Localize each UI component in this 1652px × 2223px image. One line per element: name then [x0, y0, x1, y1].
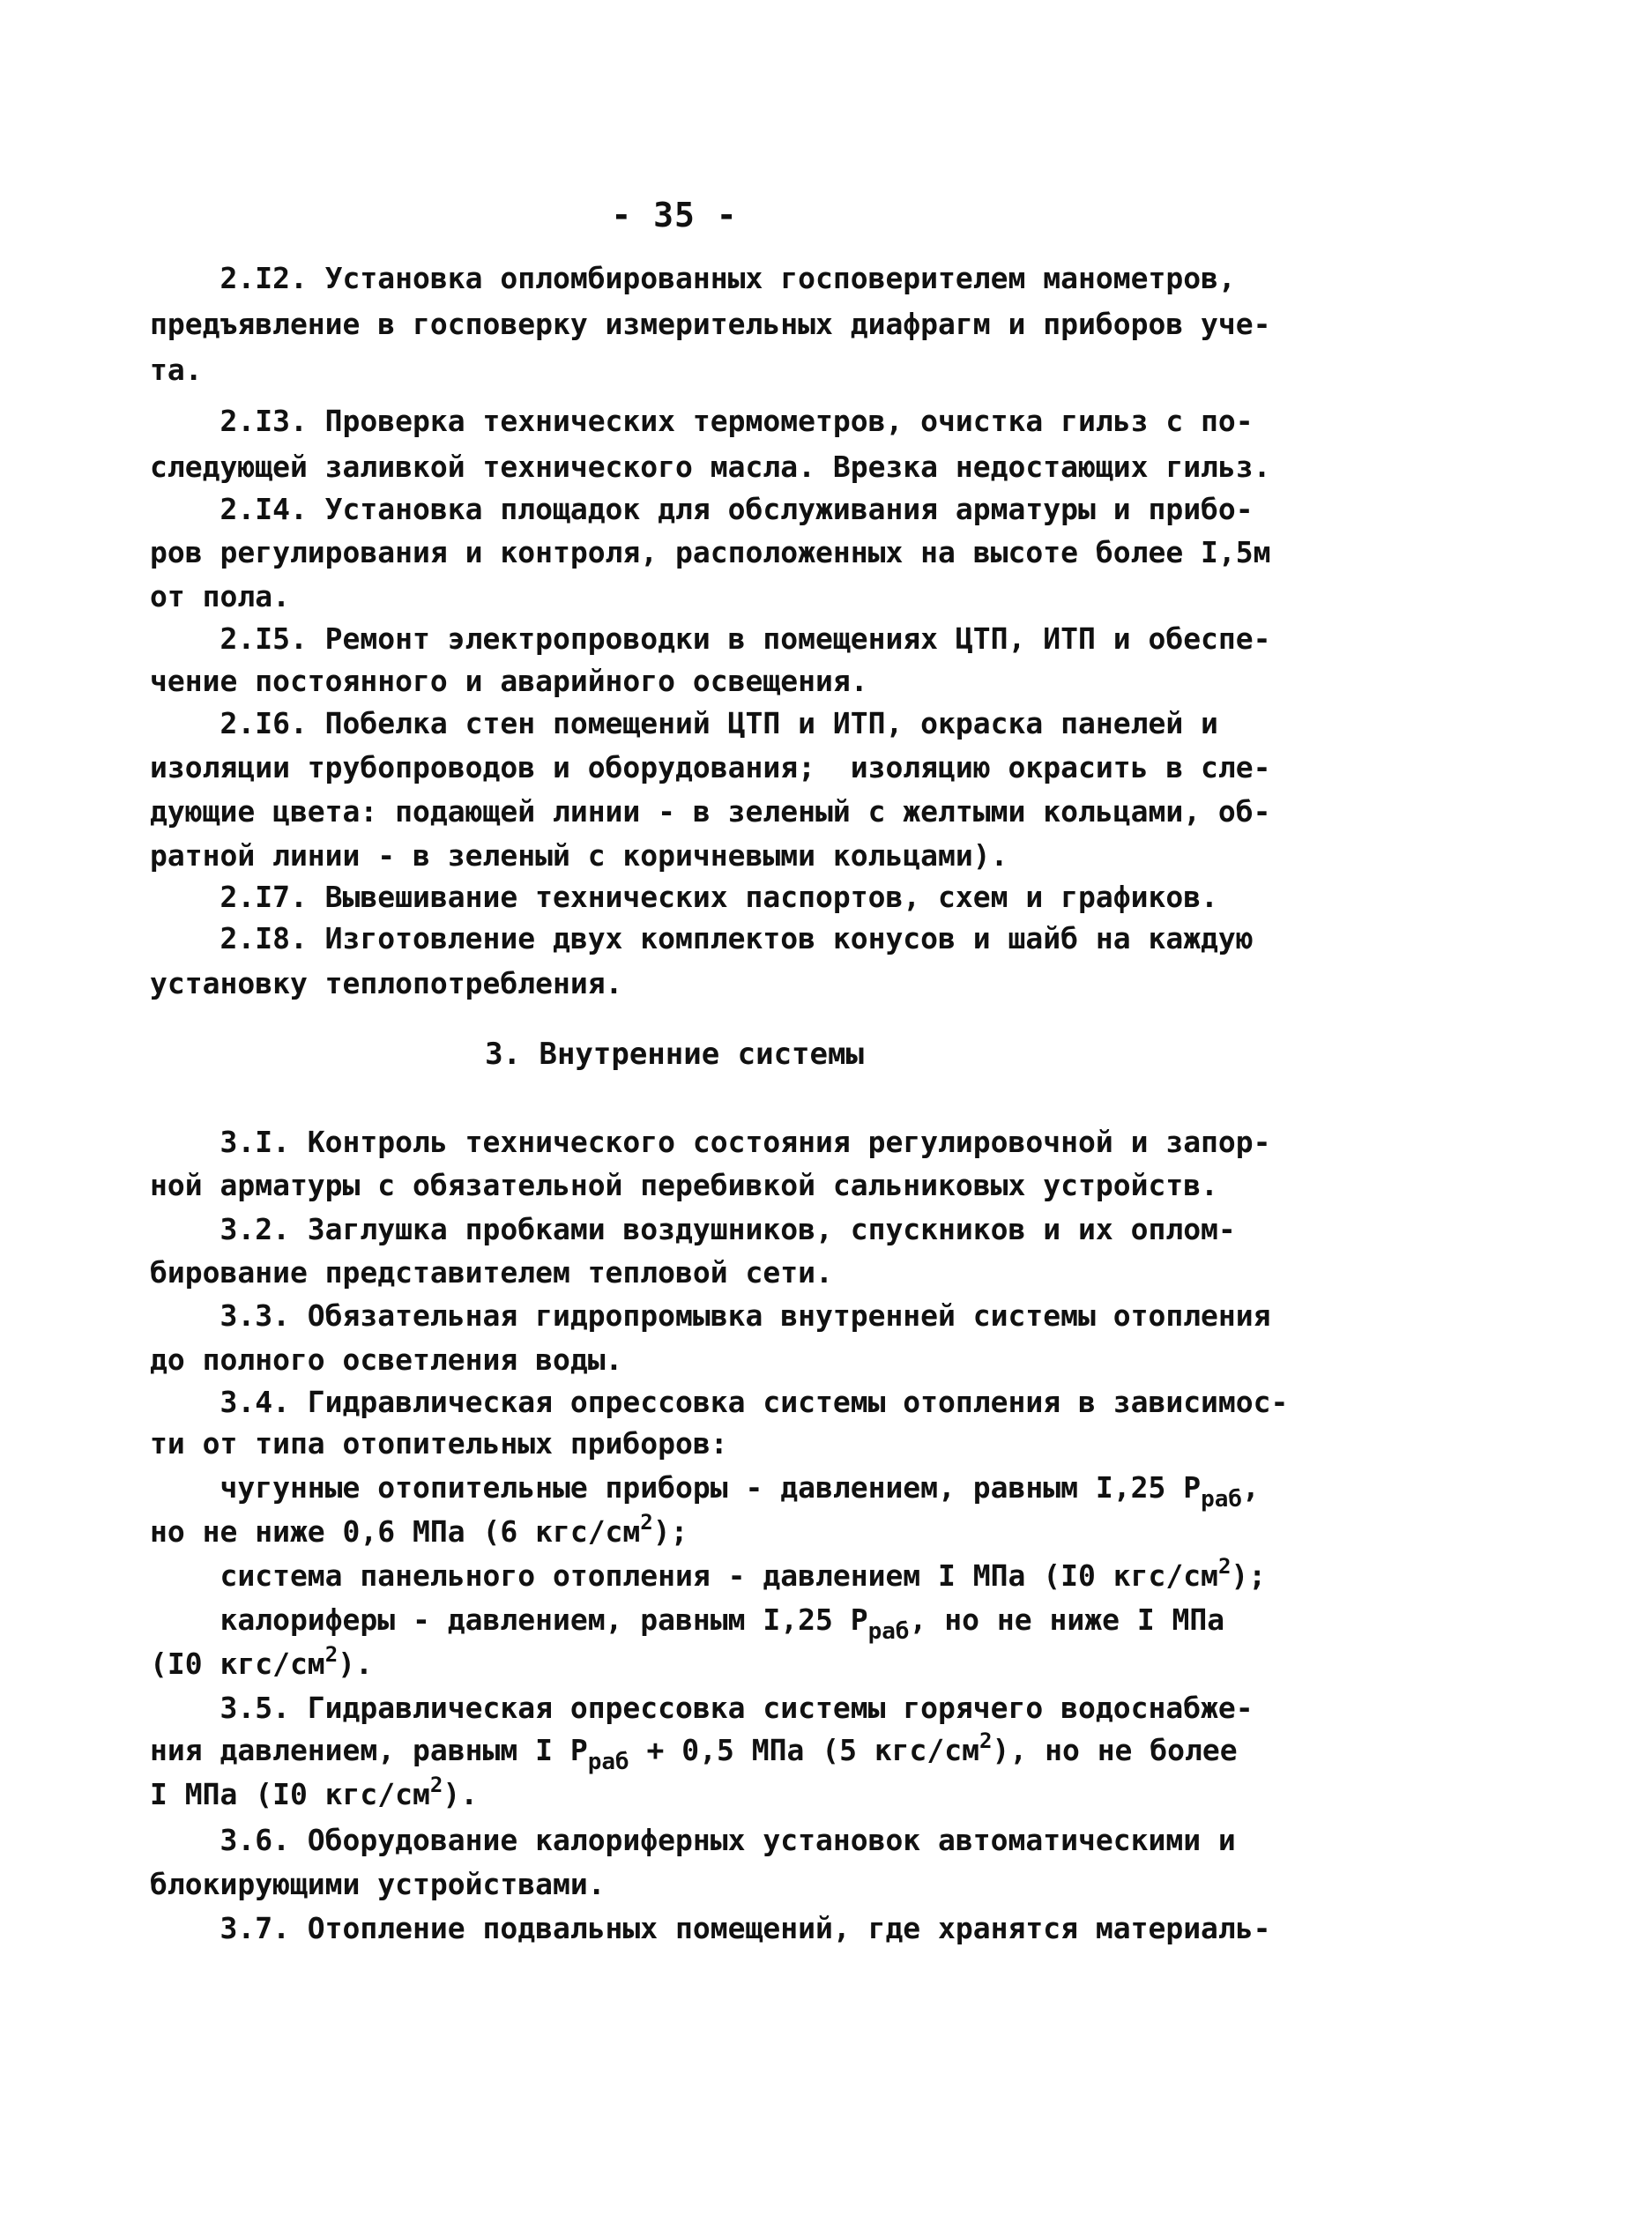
paragraph-2-14-line-2: ров регулирования и контроля, расположенных на высоте более I,5м: [150, 535, 1271, 569]
paragraph-2-15-line-2: чение постоянного и аварийного освещения.: [150, 664, 868, 698]
subscript-rab: раб: [867, 1618, 910, 1645]
paragraph-3-4-line-6: [150, 1599, 1252, 1645]
paragraph-3-4-line-7-tail: ).: [338, 1647, 373, 1681]
paragraph-3-4-line-3-text: чугунные отопительные приборы - давлением, равным I,25 P: [150, 1470, 1202, 1505]
paragraph-3-2-line-1: 3.2. Заглушка пробками воздушников, спускников и их оплом-: [150, 1212, 1236, 1246]
paragraph-3-6-line-2: блокирующими устройствами.: [150, 1867, 606, 1901]
superscript-2: 2: [640, 1510, 653, 1535]
superscript-2: 2: [324, 1642, 339, 1667]
paragraph-2-18-line-2: установку теплопотребления.: [150, 966, 623, 1000]
paragraph-3-4-line-4-tail: );: [652, 1514, 688, 1549]
paragraph-2-16-line-1: 2.I6. Побелка стен помещений ЦТП и ИТП, окраска панелей и: [150, 706, 1218, 740]
paragraph-3-4-line-3: [150, 1467, 1260, 1513]
paragraph-3-3-line-2: до полного осветления воды.: [150, 1342, 623, 1377]
paragraph-3-4-line-5-tail: );: [1231, 1558, 1267, 1593]
paragraph-3-4-line-7: [150, 1643, 1252, 1685]
paragraph-3-4-line-4: [150, 1511, 1252, 1553]
paragraph-3-5-line-3-tail: ).: [443, 1777, 479, 1811]
paragraph-3-5-line-1: 3.5. Гидравлическая опрессовка системы горячего водоснабже-: [150, 1691, 1254, 1725]
superscript-2: 2: [1217, 1554, 1232, 1579]
paragraph-3-4-line-4-text: но не ниже 0,6 МПа (6 кгс/см: [150, 1514, 641, 1549]
paragraph-2-17-line-1: 2.I7. Вывешивание технических паспортов, схем и графиков.: [150, 880, 1218, 914]
paragraph-3-5-line-2: [150, 1729, 1252, 1775]
paragraph-3-4-line-5: [150, 1554, 1267, 1597]
paragraph-3-6-line-1: 3.6. Оборудование калориферных установок автоматическими и: [150, 1823, 1236, 1857]
paragraph-3-2-line-2: бирование представителем тепловой сети.: [150, 1255, 833, 1290]
paragraph-3-5-line-3: [150, 1773, 1252, 1816]
paragraph-3-1-line-1: 3.I. Контроль технического состояния регулировочной и запор-: [150, 1125, 1271, 1159]
paragraph-3-4-line-6-tail: , но не ниже I МПа: [909, 1602, 1225, 1637]
paragraph-3-5-line-3-text: I МПа (I0 кгс/см: [150, 1777, 430, 1811]
paragraph-2-15-line-1: 2.I5. Ремонт электропроводки в помещениях ЦТП, ИТП и обеспе-: [150, 621, 1271, 656]
paragraph-3-3-line-1: 3.3. Обязательная гидропромывка внутренней системы отопления: [150, 1298, 1271, 1333]
paragraph-2-14-line-1: 2.I4. Установка площадок для обслуживания арматуры и прибо-: [150, 492, 1254, 526]
superscript-2: 2: [979, 1729, 993, 1753]
paragraph-3-4-line-5-text: система панельного отопления - давлением I МПа (I0 кгс/см: [150, 1558, 1218, 1593]
paragraph-2-14-line-3: от пола.: [150, 579, 290, 613]
section-3-heading: 3. Внутренние системы: [485, 1037, 864, 1072]
paragraph-3-1-line-2: ной арматуры с обязательной перебивкой сальниковых устройств.: [150, 1168, 1218, 1202]
paragraph-3-4-line-7-text: (I0 кгс/см: [150, 1647, 325, 1681]
subscript-rab: раб: [1201, 1486, 1243, 1513]
paragraph-3-4-line-1: 3.4. Гидравлическая опрессовка системы отопления в зависимос-: [150, 1385, 1289, 1419]
paragraph-2-13-line-1: 2.I3. Проверка технических термометров, очистка гильз с по-: [150, 404, 1254, 438]
paragraph-2-16-line-2: изоляции трубопроводов и оборудования; изоляцию окрасить в сле-: [150, 750, 1271, 784]
paragraph-2-16-line-3: дующие цвета: подающей линии - в зеленый с желтыми кольцами, об-: [150, 794, 1271, 829]
paragraph-3-5-line-2-mid: + 0,5 МПа (5 кгс/см: [629, 1733, 980, 1767]
paragraph-3-4-line-2: ти от типа отопительных приборов:: [150, 1426, 728, 1461]
paragraph-2-12-line-1: 2.I2. Установка опломбированных госповерителем манометров,: [150, 261, 1236, 295]
paragraph-2-12-line-3: та.: [150, 353, 203, 387]
paragraph-3-4-line-3-tail: ,: [1242, 1470, 1260, 1505]
page-number: - 35 -: [611, 196, 738, 234]
paragraph-2-16-line-4: ратной линии - в зеленый с коричневыми кольцами).: [150, 838, 1008, 873]
paragraph-2-13-line-2: следующей заливкой технического масла. Врезка недостающих гильз.: [150, 450, 1271, 484]
paragraph-3-4-line-6-text: калориферы - давлением, равным I,25 P: [150, 1602, 868, 1637]
subscript-rab: раб: [587, 1749, 629, 1775]
paragraph-2-18-line-1: 2.I8. Изготовление двух комплектов конусов и шайб на каждую: [150, 921, 1254, 955]
paragraph-2-12-line-2: предъявление в госповерку измерительных диафрагм и приборов уче-: [150, 307, 1271, 341]
paragraph-3-5-line-2-tail: ), но не более: [992, 1733, 1238, 1767]
paragraph-3-5-line-2-text: ния давлением, равным I P: [150, 1733, 588, 1767]
paragraph-3-7-line-1: 3.7. Отопление подвальных помещений, где хранятся материаль-: [150, 1911, 1271, 1945]
superscript-2: 2: [429, 1773, 443, 1797]
